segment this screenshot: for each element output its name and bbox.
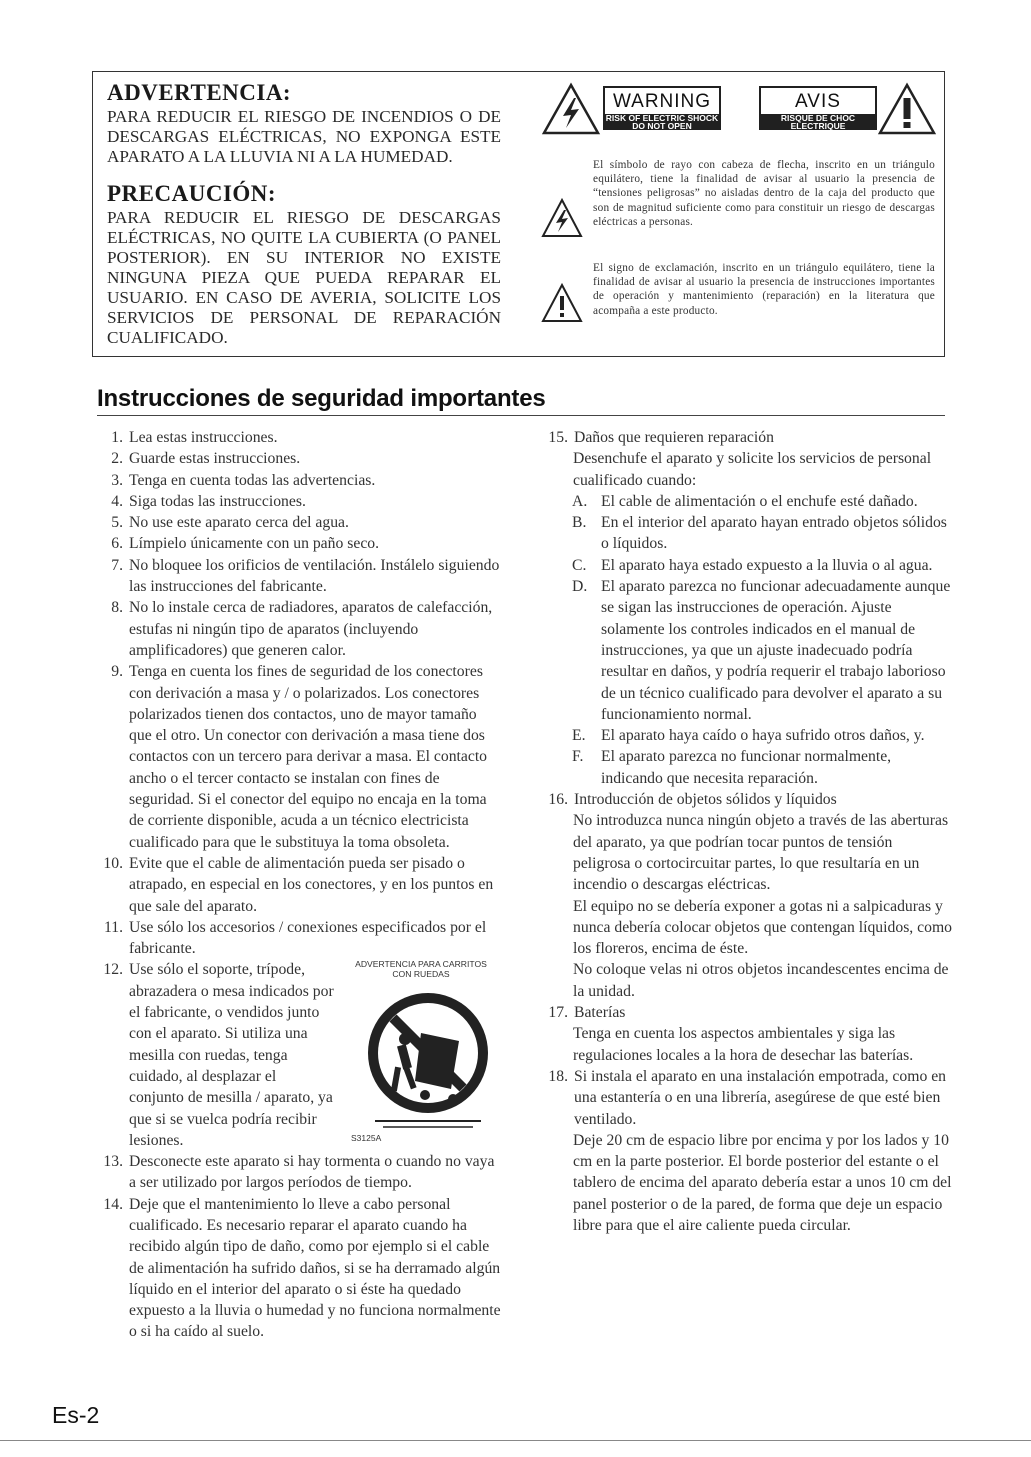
- list-item: 8. No lo instale cerca de radiadores, aparatos de calefacción, estufas ni ningún tipo de aparatos (incluyendo amplificadores) que generen calor.: [111, 599, 493, 659]
- sub-item: D. El aparato parezca no funcionar adecuadamente aunque se sigan las instrucciones de operación. Ajuste solamente los controles indicados en el manual de instrucciones, ya que un ajuste inadecuado podría resultar en daños, y podría requerir el trabajo laborioso de un técnico cualificado para devolver el aparato a su funcionamiento normal.: [572, 578, 951, 723]
- sub-item: E. El aparato haya caído o haya sufrido otros daños, y.: [572, 727, 925, 745]
- exclamation-triangle-small-icon: [541, 283, 583, 323]
- list-item: 18. Si instala el aparato en una instalación empotrada, como en una estantería o en una librería, asegúrese de que esté bien ventilado.: [548, 1067, 947, 1128]
- precaucion-text: PARA REDUCIR EL RIESGO DE DESCARGAS ELÉCTRICAS, NO QUITE LA CUBIERTA (O PANEL POSTERIOR). EN SU INTERIOR NO EXISTE NINGUNA PIEZA QUE PUEDA REPARAR EL USUARIO. EN CASO DE AVERIA, SOLICITE LOS SERVICIOS DE PERSONAL DE REPARACIÓN CUALIFICADO.: [107, 208, 501, 347]
- lightning-triangle-small-icon: [541, 198, 583, 238]
- left-column: [97, 427, 502, 1343]
- paragraph: Tenga en cuenta los aspectos ambientales y siga las regulaciones locales a la hora de desechar las baterías.: [573, 1025, 914, 1064]
- list-item: 10. Evite que el cable de alimentación pueda ser pisado o atrapado, en especial en los conectores, y en los puntos en que sale del aparato.: [103, 854, 494, 915]
- list-item: 1. Lea estas instrucciones.: [111, 429, 278, 446]
- advertencia-heading: ADVERTENCIA:: [107, 80, 292, 105]
- warning-box: [92, 71, 945, 357]
- list-item: 11. Use sólo los accesorios / conexiones especificados por el fabricante.: [103, 918, 487, 958]
- advertencia-text: PARA REDUCIR EL RIESGO DE INCENDIOS O DE DESCARGAS ELÉCTRICAS, NO EXPONGA ESTE APARATO A LA LLUVIA NI A LA HUMEDAD.: [107, 107, 501, 166]
- warning-label: WARNING RISK OF ELECTRIC SHOCK DO NOT OPEN: [603, 86, 721, 130]
- cart-tip-over-icon: [363, 981, 493, 1133]
- sub-item: F. El aparato parezca no funcionar normalmente, indicando que necesita reparación.: [572, 748, 892, 787]
- list-item: 7. No bloquee los orificios de ventilación. Instálelo siguiendo las instrucciones del fabricante.: [111, 556, 500, 596]
- list-item: 12. Use sólo el soporte, trípode, abrazadera o mesa indicados por el fabricante, o vendidos junto con el aparato. Si utiliza una mesilla con ruedas, tenga cuidado, al desplazar el conjunto de mesilla / aparato, ya que si se vuelca podría recibir lesiones. ADVERTENCIA PARA CARRITOS CON RUEDAS S3125A: [97, 959, 502, 1151]
- warning-label-row: [541, 76, 941, 142]
- paragraph: El equipo no se debería exponer a gotas ni a salpicaduras y nunca debería colocar objetos que contengan líquidos, como los floreros, encima de éste.: [573, 897, 952, 958]
- cart-caption: ADVERTENCIA PARA CARRITOS CON RUEDAS: [355, 959, 487, 980]
- paragraph: Desenchufe el aparato y solicite los servicios de personal cualificado cuando:: [573, 450, 932, 489]
- list-item: 4. Siga todas las instrucciones.: [111, 492, 306, 510]
- list-item: 6. Límpielo únicamente con un paño seco.: [111, 535, 380, 553]
- exclamation-explanation-text: El signo de exclamación, inscrito en un triángulo equilátero, tiene la finalidad de avisar al usuario la presencia de instrucciones importantes de operación y mantenimiento (reparación) en la literatura que acompaña a este producto.: [593, 262, 935, 317]
- paragraph: No introduzca nunca ningún objeto a través de las aberturas del aparato, ya que podrían tocar puntos de tensión peligrosa o cortocircuitar partes, lo que resultaría en un incendio o descargas eléctricas.: [573, 812, 949, 894]
- sub-item: A. El cable de alimentación o el enchufe esté dañado.: [572, 492, 918, 510]
- list-item: 15. Daños que requieren reparación: [548, 429, 774, 446]
- section-divider: [97, 415, 945, 416]
- right-column: [542, 427, 952, 1236]
- list-item: 3. Tenga en cuenta todas las advertencias.: [111, 471, 376, 489]
- list-item: 13. Desconecte este aparato si hay tormenta o cuando no vaya a ser utilizado por largos períodos de tiempo.: [103, 1153, 495, 1192]
- list-item: 17. Baterías: [548, 1004, 626, 1022]
- list-item: 2. Guarde estas instrucciones.: [111, 450, 301, 468]
- bottom-divider: [0, 1440, 1031, 1441]
- page-number: Es-2: [52, 1402, 100, 1428]
- list-item: 16. Introducción de objetos sólidos y líquidos: [548, 791, 837, 809]
- precaucion-heading: PRECAUCIÓN:: [107, 181, 277, 206]
- symbol-explanation-column: [541, 76, 941, 352]
- list-item: 14. Deje que el mantenimiento lo lleve a cabo personal cualificado. Es necesario reparar el aparato cuando ha recibido algún tipo de daño, como por ejemplo si el cable de alimentación ha sufrido daños, si se ha derramado algún líquido en el interior del aparato o si éste ha quedado expuesto a la lluvia o humedad y no funciona normalmente o si ha caído al suelo.: [103, 1195, 501, 1341]
- section-title: Instrucciones de seguridad importantes: [97, 385, 546, 412]
- warning-text-column: [107, 80, 501, 348]
- figure-code: S3125A: [351, 1133, 382, 1144]
- list-item: 9. Tenga en cuenta los fines de seguridad de los conectores con derivación a masa y / o polarizados. Los conectores polarizados tienen dos contactos, uno de mayor tamaño que el otro. Un conector con derivación a masa tiene dos contactos con un tercero para derivar a masa. El contacto ancho o el tercer contacto se instalan con fines de seguridad. Si el conector del equipo no encaja en la toma de corriente disponible, acuda a un técnico electricista cualificado para que le substituya la toma obsoleta.: [111, 663, 488, 851]
- exclamation-triangle-icon: [877, 82, 937, 136]
- lightning-explanation-text: El símbolo de rayo con cabeza de flecha, inscrito en un triángulo equilátero, tiene la finalidad de avisar al usuario la presencia de “tensiones peligrosas” no aisladas dentro de la caja del producto que son de magnitud suficiente como para constituir un riesgo de descargas eléctricas a personas.: [593, 159, 935, 228]
- lightning-triangle-icon: [541, 82, 601, 136]
- cart-warning-figure: [341, 959, 501, 1149]
- list-item: 5. No use este aparato cerca del agua.: [111, 514, 349, 532]
- sub-item: B. En el interior del aparato hayan entrado objetos sólidos o líquidos.: [572, 514, 947, 553]
- avis-label: AVIS RISQUE DE CHOC ELECTRIQUE NE PAS OUVRIR: [759, 86, 877, 130]
- paragraph: No coloque velas ni otros objetos incandescentes encima de la unidad.: [573, 961, 949, 1000]
- sub-item: C. El aparato haya estado expuesto a la lluvia o al agua.: [572, 556, 933, 574]
- paragraph: Deje 20 cm de espacio libre por encima y por los lados y 10 cm en la parte posterior. El borde posterior del estante o el tablero de encima del aparato debería estar a unos 10 cm del panel posterior o de la pared, de forma que deje un espacio libre para que el aire caliente pueda circular.: [573, 1131, 952, 1234]
